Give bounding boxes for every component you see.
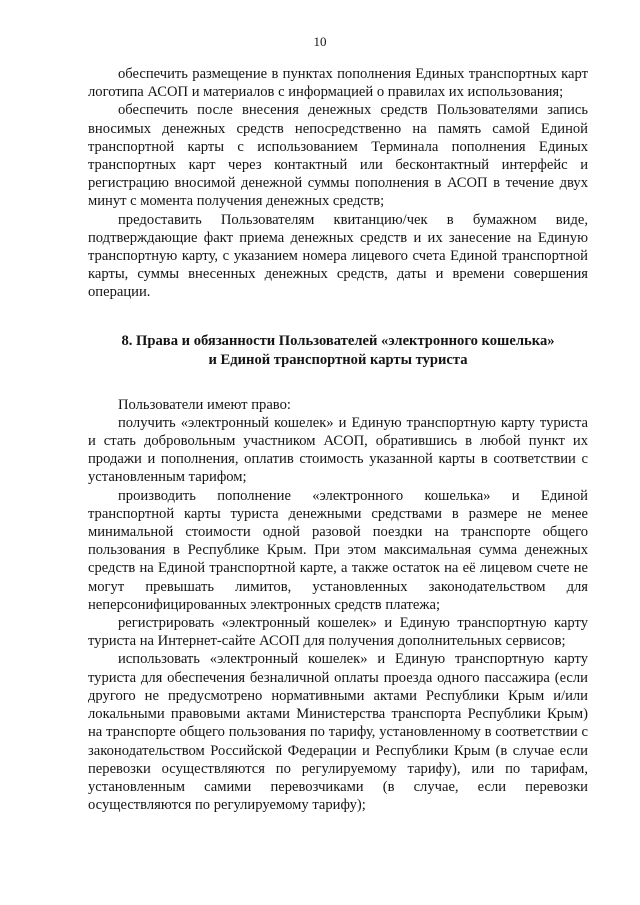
rights-intro: Пользователи имеют право: [118, 396, 291, 413]
paragraph-intro-1: обеспечить размещение в пунктах пополнения Единых транспортных карт логотипа АСОП и материалов с информацией о правилах их использования; [88, 66, 588, 101]
page-number: 10 [313, 34, 327, 49]
paragraph-right-1: получить «электронный кошелек» и Единую транспортную карту туриста и стать добровольным участником АСОП, обратившись в любой пункт их продажи и пополнения, оплатив стоимость указанной карты в соответствии с установленным тарифом; [88, 414, 588, 486]
paragraph-intro-3: предоставить Пользователям квитанцию/чек в бумажном виде, подтверждающие факт приема денежных средств и их занесение на Единую транспортную карту, с указанием номера лицевого счета Единой транспортной карты, суммы внесенных денежных средств, даты и времени совершения операции. [88, 211, 588, 301]
section-heading [88, 332, 588, 370]
document-body [88, 65, 588, 814]
paragraph-right-4: использовать «электронный кошелек» и Единую транспортную карту туриста для обеспечения безналичной оплаты проезда одного пассажира (если другого не предусмотрено нормативными актами Республики Крым и/или локальными правовыми актами Министерства транспорта Республики Крым) на транспорте общего пользования по тарифу, установленному в соответствии с законодательством Российской Федерации и Республики Крым (в случае если перевозки осуществляются по регулируемому тарифу), или по тарифам, установленным самими перевозчиками (в случае, если перевозки осуществляются по регулируемому тарифу); [88, 651, 588, 814]
section-heading-line-1: 8. Права и обязанности Пользователей «электронного кошелька» [121, 332, 555, 349]
paragraph-right-3: регистрировать «электронный кошелек» и Единую транспортную карту туриста на Интернет-сайте АСОП для получения дополнительных сервисов; [88, 615, 588, 650]
paragraph-right-2: производить пополнение «электронного кошелька» и Единой транспортной карты туриста денежными средствами в размере не менее минимальной стоимости одной разовой поездки на транспорте общего пользования в Республике Крым. При этом максимальная сумма денежных средств на Единой транспортной карте, а также остаток на её лицевом счете не могут превышать лимитов, установленных законодательством для неперсонифицированных электронных средств платежа; [88, 487, 588, 613]
paragraph-intro-2: обеспечить после внесения денежных средств Пользователями запись вносимых денежных средств непосредственно на память самой Единой транспортной карты с использованием Терминала пополнения Единых транспортных карт через контактный или бесконтактный интерфейс и регистрацию вносимой денежной суммы пополнения в АСОП в течение двух минут с момента получения денежных средств; [88, 102, 588, 210]
section-heading-line-2: и Единой транспортной карты туриста [208, 351, 468, 368]
